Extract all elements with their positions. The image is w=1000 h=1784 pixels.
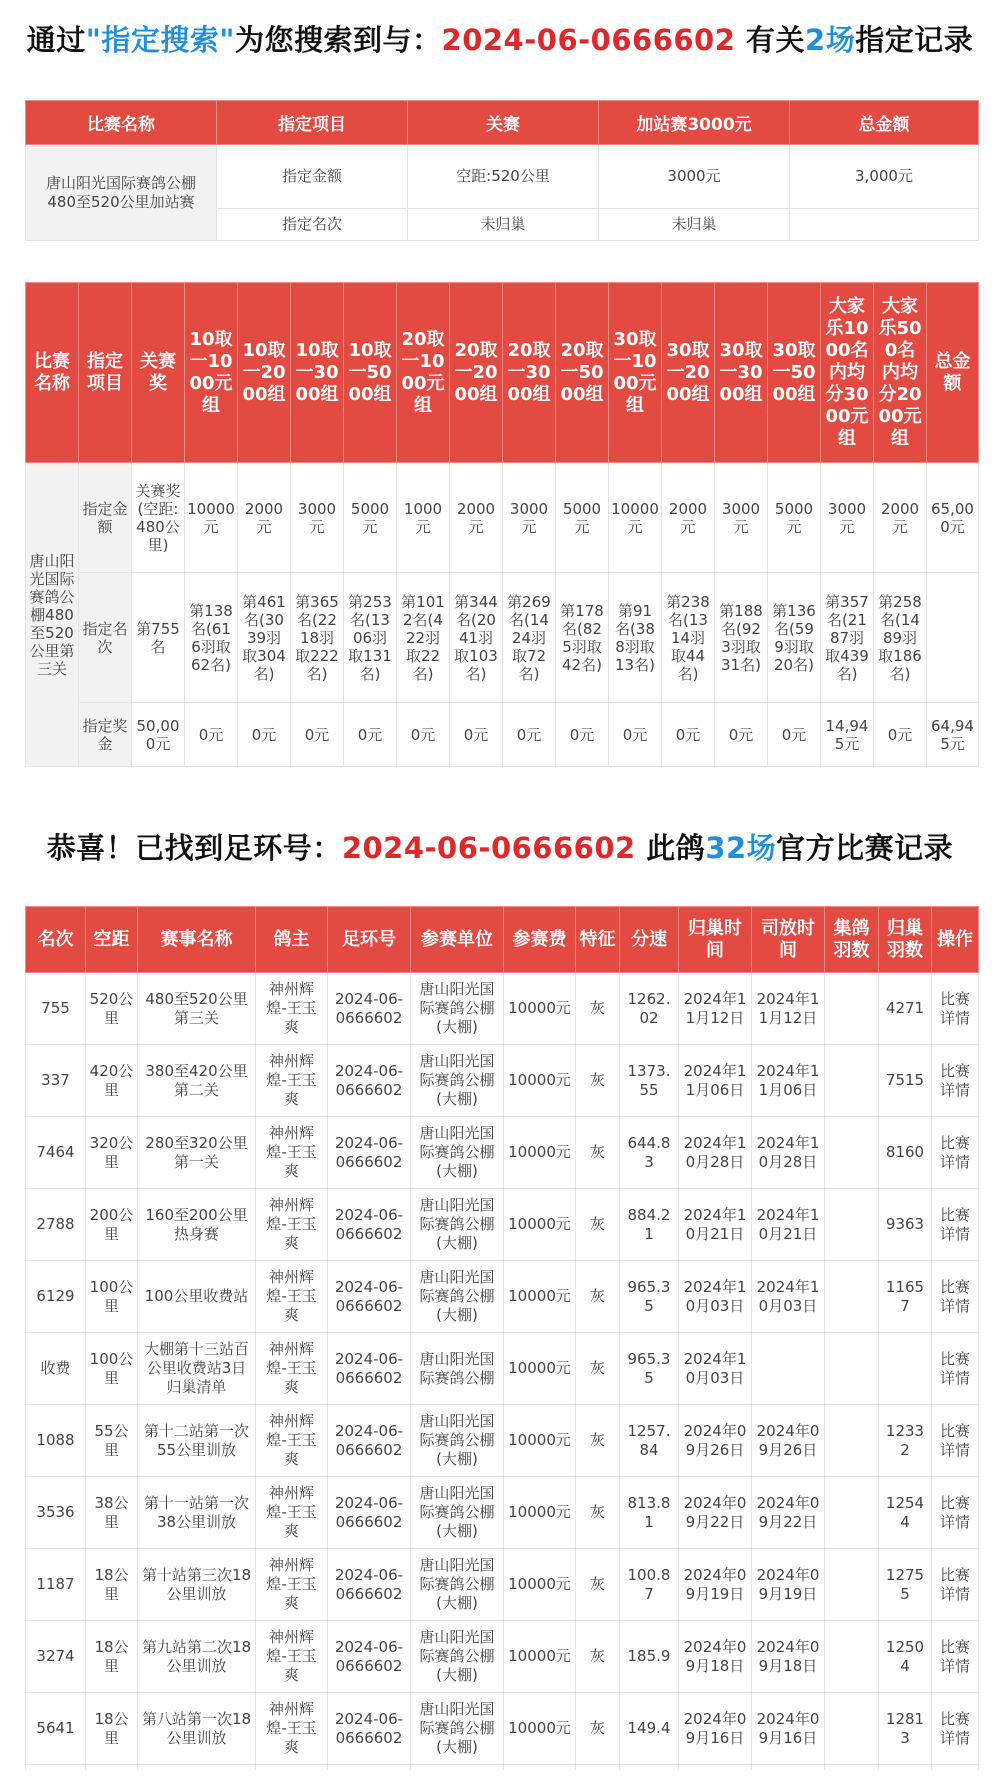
table-cell: 神州辉煌-王玉爽 [256, 1261, 328, 1333]
table-cell: 3274 [26, 1621, 86, 1693]
table-cell: 14,945元 [821, 703, 874, 767]
table-cell: 2788 [26, 1189, 86, 1261]
race-detail-link[interactable]: 比赛详情 [932, 973, 979, 1045]
table-cell [825, 1693, 879, 1765]
column-header: 名次 [26, 907, 86, 973]
table-cell: 2000元 [662, 463, 715, 573]
heading-ring-number: 2024-06-0666602 [341, 831, 636, 865]
race-detail-link[interactable]: 比赛详情 [932, 1333, 979, 1405]
race-name-cell: 唐山阳光国际赛鸽公棚480至520公里第三关 [26, 463, 79, 767]
table-cell: 755 [26, 973, 86, 1045]
table-cell: 关赛奖(空距:480公里) [132, 463, 185, 573]
column-header: 司放时间 [752, 907, 825, 973]
table-cell: 神州辉煌-王玉爽 [256, 1333, 328, 1405]
table-cell: 第755名 [132, 573, 185, 703]
table-cell: 9363 [879, 1189, 932, 1261]
heading-ring-number: 2024-06-0666602 [441, 23, 736, 57]
column-header: 30取一3000组 [715, 283, 768, 463]
table-cell: 10000元 [504, 1333, 576, 1405]
table-cell: 200公里 [86, 1189, 138, 1261]
table-cell: 0元 [238, 703, 291, 767]
table-cell: 6129 [26, 1261, 86, 1333]
column-header: 加站赛3000元 [599, 101, 790, 145]
table-cell: 未归巢 [408, 209, 599, 241]
table-cell [825, 1117, 879, 1189]
table-cell: 0元 [768, 703, 821, 767]
table-cell: 965.35 [620, 1261, 679, 1333]
table-cell: 灰 [576, 1405, 620, 1477]
column-header: 大家乐500名内均分2000元组 [874, 283, 927, 463]
table-cell: 2024年10月21日 [752, 1189, 825, 1261]
table-cell: 100.87 [620, 1549, 679, 1621]
table-cell: 2024-06-0666602 [328, 1693, 411, 1765]
table-cell: 灰 [576, 1621, 620, 1693]
table-cell: 160至200公里热身赛 [138, 1189, 256, 1261]
table-cell: 神州辉煌-王玉爽 [256, 1549, 328, 1621]
table-cell: 2000元 [450, 463, 503, 573]
table-cell [825, 1045, 879, 1117]
table-cell [752, 1333, 825, 1405]
table-row [26, 1621, 979, 1693]
table-cell: 第十站第三次18公里训放 [138, 1549, 256, 1621]
table-cell: 2024年09月16日 [752, 1693, 825, 1765]
column-header: 大家乐1000名内均分3000元组 [821, 283, 874, 463]
heading-mid: 此鸽 [635, 831, 706, 865]
table-cell: 2024年10月03日 [679, 1261, 752, 1333]
table-cell: 神州辉煌-王玉爽 [256, 1621, 328, 1693]
table-cell: 第十二站第一次55公里训放 [138, 1405, 256, 1477]
table-cell: 第461名(3039羽取304名) [238, 573, 291, 703]
table-cell: 38公里 [86, 1477, 138, 1549]
table-header-row [26, 101, 979, 145]
table-row [26, 1693, 979, 1765]
table-cell: 2024年11月06日 [679, 1045, 752, 1117]
table-cell: 10000元 [504, 1261, 576, 1333]
race-detail-link[interactable]: 比赛详情 [932, 1549, 979, 1621]
table-cell: 2024年10月21日 [679, 1189, 752, 1261]
table-cell: 0元 [556, 703, 609, 767]
table-cell: 12544 [879, 1477, 932, 1549]
table-cell: 第178名(825羽取42名) [556, 573, 609, 703]
table-cell: 3000元 [821, 463, 874, 573]
table-cell: 2024年09月18日 [679, 1621, 752, 1693]
heading-middle: 为您搜索到与： [235, 23, 442, 57]
table-cell: 12813 [879, 1693, 932, 1765]
table-row [26, 1261, 979, 1333]
table-cell: 3000元 [503, 463, 556, 573]
table-cell: 10000元 [504, 1189, 576, 1261]
table-cell: 2024年09月26日 [752, 1405, 825, 1477]
race-detail-link[interactable]: 比赛详情 [932, 1189, 979, 1261]
table-cell: 第十一站第一次38公里训放 [138, 1477, 256, 1549]
table-cell: 64,945元 [927, 703, 979, 767]
table-cell: 2024年10月03日 [752, 1261, 825, 1333]
table-cell: 2024年10月28日 [679, 1117, 752, 1189]
race-detail-link[interactable]: 比赛详情 [932, 1045, 979, 1117]
column-header: 参赛费 [504, 907, 576, 973]
table-cell: 7464 [26, 1117, 86, 1189]
table-cell: 第188名(923羽取31名) [715, 573, 768, 703]
table-cell: 18公里 [86, 1621, 138, 1693]
table-cell: 指定金额 [217, 145, 408, 209]
table-cell: 神州辉煌-王玉爽 [256, 1045, 328, 1117]
table-cell: 2024-06-0666602 [328, 1549, 411, 1621]
column-header: 30取一1000元组 [609, 283, 662, 463]
table-cell: 第253名(1306羽取131名) [344, 573, 397, 703]
table-cell: 第1012名(422羽取22名) [397, 573, 450, 703]
column-header: 20取一2000组 [450, 283, 503, 463]
table-cell: 10000元 [504, 1117, 576, 1189]
table-cell [825, 1621, 879, 1693]
race-record-table [25, 906, 979, 1784]
table-cell: 100公里 [86, 1333, 138, 1405]
race-detail-link[interactable]: 比赛详情 [932, 1261, 979, 1333]
table-cell: 10000元 [504, 1693, 576, 1765]
table-row [26, 1549, 979, 1621]
table-cell: 2024年09月18日 [752, 1621, 825, 1693]
table-cell: 唐山阳光国际赛鸽公棚(大棚) [411, 1693, 504, 1765]
race-detail-link[interactable]: 比赛详情 [932, 1477, 979, 1549]
table-cell: 第136名(599羽取20名) [768, 573, 821, 703]
column-header: 分速 [620, 907, 679, 973]
item-label-cell: 指定名次 [79, 573, 132, 703]
table-cell: 第365名(2218羽取222名) [291, 573, 344, 703]
table-cell: 10000元 [504, 1477, 576, 1549]
table-cell: 4271 [879, 973, 932, 1045]
item-label-cell: 指定金额 [79, 463, 132, 573]
table-cell: 10000元 [504, 973, 576, 1045]
heading-mid2: 有关 [735, 23, 806, 57]
table-header-row [26, 907, 979, 973]
table-cell: 11657 [879, 1261, 932, 1333]
column-header: 归巢羽数 [879, 907, 932, 973]
table-cell: 2024年11月12日 [679, 973, 752, 1045]
column-header: 指定项目 [217, 101, 408, 145]
table-row [26, 1117, 979, 1189]
table-cell: 65,000元 [927, 463, 979, 573]
table-cell [790, 209, 979, 241]
race-detail-link[interactable]: 比赛详情 [932, 1693, 979, 1765]
table-cell: 第九站第二次18公里训放 [138, 1621, 256, 1693]
table-cell: 神州辉煌-王玉爽 [256, 1477, 328, 1549]
column-header: 特征 [576, 907, 620, 973]
table-cell [825, 1189, 879, 1261]
table-cell: 2024年09月19日 [752, 1549, 825, 1621]
table-cell: 1088 [26, 1405, 86, 1477]
table-cell: 神州辉煌-王玉爽 [256, 1405, 328, 1477]
table-cell: 185.9 [620, 1621, 679, 1693]
column-header: 指定项目 [79, 283, 132, 463]
table-cell [825, 1405, 879, 1477]
table-cell: 唐山阳光国际赛鸽公棚(大棚) [411, 1189, 504, 1261]
table-cell [927, 573, 979, 703]
table-cell: 3000元 [715, 463, 768, 573]
table-cell [825, 1333, 879, 1405]
table-row [26, 1477, 979, 1549]
table-cell: 100公里收费站 [138, 1261, 256, 1333]
table-cell: 唐山阳光国际赛鸽公棚(大棚) [411, 1621, 504, 1693]
table-header-row [26, 283, 979, 463]
table-row [26, 463, 979, 573]
table-cell: 644.83 [620, 1117, 679, 1189]
column-header: 10取一1000元组 [185, 283, 238, 463]
table-row [26, 1405, 979, 1477]
table-cell: 唐山阳光国际赛鸽公棚 [411, 1333, 504, 1405]
table-cell: 320公里 [86, 1117, 138, 1189]
table-cell: 10000元 [504, 1549, 576, 1621]
designated-record-table-1 [25, 100, 979, 241]
table-cell: 12332 [879, 1405, 932, 1477]
table-cell: 380至420公里第二关 [138, 1045, 256, 1117]
table-cell: 第238名(1314羽取44名) [662, 573, 715, 703]
table-cell: 18公里 [86, 1693, 138, 1765]
table-row [26, 973, 979, 1045]
table-cell [825, 1549, 879, 1621]
table-cell: 0元 [344, 703, 397, 767]
heading-suffix: 官方比赛记录 [776, 831, 954, 865]
race-detail-link[interactable]: 比赛详情 [932, 1405, 979, 1477]
table-cell: 灰 [576, 1045, 620, 1117]
table-cell: 5641 [26, 1693, 86, 1765]
table-cell: 2024-06-0666602 [328, 1621, 411, 1693]
table-cell: 唐山阳光国际赛鸽公棚(大棚) [411, 973, 504, 1045]
race-detail-link[interactable]: 比赛详情 [932, 1117, 979, 1189]
column-header: 足环号 [328, 907, 411, 973]
table-cell: 第357名(2187羽取439名) [821, 573, 874, 703]
table-cell: 8160 [879, 1117, 932, 1189]
table-cell: 唐山阳光国际赛鸽公棚(大棚) [411, 1477, 504, 1549]
table-cell [825, 1477, 879, 1549]
table-cell: 灰 [576, 1477, 620, 1549]
column-header: 10取一3000组 [291, 283, 344, 463]
table-cell: 2024-06-0666602 [328, 1117, 411, 1189]
table-cell: 第269名(1424羽取72名) [503, 573, 556, 703]
column-header: 参赛单位 [411, 907, 504, 973]
column-header: 20取一1000元组 [397, 283, 450, 463]
table-cell: 0元 [450, 703, 503, 767]
table-cell: 2024年11月12日 [752, 973, 825, 1045]
table-cell: 神州辉煌-王玉爽 [256, 1693, 328, 1765]
table-cell: 50,000元 [132, 703, 185, 767]
table-cell: 0元 [609, 703, 662, 767]
table-cell: 指定名次 [217, 209, 408, 241]
table-cell: 2024年10月03日 [679, 1333, 752, 1405]
heading-count: 32场 [705, 831, 777, 865]
table-cell: 12755 [879, 1549, 932, 1621]
table-cell: 0元 [185, 703, 238, 767]
search-result-heading [0, 18, 1000, 59]
table-cell: 2024年09月16日 [679, 1693, 752, 1765]
table-row [26, 145, 979, 209]
column-header: 20取一3000组 [503, 283, 556, 463]
table-cell: 唐山阳光国际赛鸽公棚(大棚) [411, 1117, 504, 1189]
found-record-heading [0, 826, 1000, 867]
table-cell: 唐山阳光国际赛鸽公棚(大棚) [411, 1405, 504, 1477]
table-cell: 420公里 [86, 1045, 138, 1117]
table-cell: 灰 [576, 1333, 620, 1405]
column-header: 30取一5000组 [768, 283, 821, 463]
column-header: 鸽主 [256, 907, 328, 973]
column-header: 10取一5000组 [344, 283, 397, 463]
race-name-cell: 唐山阳光国际赛鸽公棚480至520公里加站赛 [26, 145, 217, 241]
table-cell: 第344名(2041羽取103名) [450, 573, 503, 703]
race-detail-link[interactable]: 比赛详情 [932, 1621, 979, 1693]
heading-keyword: "指定搜索" [85, 23, 235, 57]
column-header: 比赛名称 [26, 101, 217, 145]
column-header: 关赛奖 [132, 283, 185, 463]
table-cell: 1262.02 [620, 973, 679, 1045]
table-cell: 3,000元 [790, 145, 979, 209]
table-cell: 神州辉煌-王玉爽 [256, 1189, 328, 1261]
column-header: 归巢时间 [679, 907, 752, 973]
table-cell: 100公里 [86, 1261, 138, 1333]
table-cell: 唐山阳光国际赛鸽公棚(大棚) [411, 1045, 504, 1117]
table-cell [825, 973, 879, 1045]
table-cell: 唐山阳光国际赛鸽公棚(大棚) [411, 1549, 504, 1621]
table-cell: 2024-06-0666602 [328, 1405, 411, 1477]
table-cell: 灰 [576, 1261, 620, 1333]
table-cell: 唐山阳光国际赛鸽公棚(大棚) [411, 1261, 504, 1333]
column-header: 总金额 [790, 101, 979, 145]
table-cell: 480至520公里第三关 [138, 973, 256, 1045]
table-cell: 5000元 [556, 463, 609, 573]
table-row [26, 573, 979, 703]
table-cell: 55公里 [86, 1405, 138, 1477]
table-cell: 10000元 [185, 463, 238, 573]
table-cell: 0元 [662, 703, 715, 767]
table-cell: 灰 [576, 1549, 620, 1621]
column-header: 20取一5000组 [556, 283, 609, 463]
table-row [26, 1045, 979, 1117]
table-row [26, 1333, 979, 1405]
column-header: 操作 [932, 907, 979, 973]
table-cell: 1257.84 [620, 1405, 679, 1477]
table-cell: 5000元 [344, 463, 397, 573]
table-cell: 未归巢 [599, 209, 790, 241]
table-cell: 0元 [397, 703, 450, 767]
table-cell: 3000元 [599, 145, 790, 209]
table-cell: 2024-06-0666602 [328, 1045, 411, 1117]
table-cell: 520公里 [86, 973, 138, 1045]
item-label-cell: 指定奖金 [79, 703, 132, 767]
column-header: 赛事名称 [138, 907, 256, 973]
column-header: 10取一2000组 [238, 283, 291, 463]
table-cell: 收费 [26, 1333, 86, 1405]
column-header: 关赛 [408, 101, 599, 145]
table-cell: 第八站第一次18公里训放 [138, 1693, 256, 1765]
table-cell: 空距:520公里 [408, 145, 599, 209]
table-cell: 5000元 [768, 463, 821, 573]
table-cell: 2024年11月06日 [752, 1045, 825, 1117]
table-cell: 884.21 [620, 1189, 679, 1261]
table-cell: 2024-06-0666602 [328, 1189, 411, 1261]
table-cell: 第91名(388羽取13名) [609, 573, 662, 703]
table-cell: 18公里 [86, 1549, 138, 1621]
designated-record-table-2 [25, 282, 979, 767]
table-row [26, 1189, 979, 1261]
table-cell: 灰 [576, 1189, 620, 1261]
table-cell: 337 [26, 1045, 86, 1117]
table-cell: 2024年09月22日 [752, 1477, 825, 1549]
table-cell: 灰 [576, 973, 620, 1045]
table-cell [825, 1261, 879, 1333]
table-cell: 2024-06-0666602 [328, 973, 411, 1045]
table-cell: 0元 [291, 703, 344, 767]
table-cell: 第258名(1489羽取186名) [874, 573, 927, 703]
column-header: 30取一2000组 [662, 283, 715, 463]
table-cell: 2000元 [874, 463, 927, 573]
table-cell: 0元 [503, 703, 556, 767]
table-cell [879, 1333, 932, 1405]
table-cell: 12504 [879, 1621, 932, 1693]
table-cell: 2024年10月28日 [752, 1117, 825, 1189]
table-cell: 813.81 [620, 1477, 679, 1549]
column-header: 集鸽羽数 [825, 907, 879, 973]
table-cell: 2000元 [238, 463, 291, 573]
table-cell: 2024-06-0666602 [328, 1261, 411, 1333]
column-header: 比赛名称 [26, 283, 79, 463]
table-cell: 149.4 [620, 1693, 679, 1765]
table-cell: 7515 [879, 1045, 932, 1117]
column-header: 总金额 [927, 283, 979, 463]
table-cell: 10000元 [609, 463, 662, 573]
table-cell: 2024年09月22日 [679, 1477, 752, 1549]
heading-prefix: 恭喜！已找到足环号： [46, 831, 342, 865]
table-cell: 0元 [715, 703, 768, 767]
table-cell: 大棚第十三站百公里收费站3日归巢清单 [138, 1333, 256, 1405]
table-cell: 2024-06-0666602 [328, 1333, 411, 1405]
table-cell: 10000元 [504, 1045, 576, 1117]
table-cell: 灰 [576, 1117, 620, 1189]
table-cell: 965.35 [620, 1333, 679, 1405]
heading-prefix: 通过 [26, 23, 86, 57]
table-cell: 10000元 [504, 1621, 576, 1693]
table-cell: 灰 [576, 1693, 620, 1765]
table-cell: 2024年09月26日 [679, 1405, 752, 1477]
page-bottom-edge [0, 1770, 1000, 1784]
table-cell: 1187 [26, 1549, 86, 1621]
table-row [26, 703, 979, 767]
table-cell: 2024年09月19日 [679, 1549, 752, 1621]
table-cell: 第138名(616羽取62名) [185, 573, 238, 703]
table-cell: 280至320公里第一关 [138, 1117, 256, 1189]
table-cell: 1373.55 [620, 1045, 679, 1117]
table-cell: 0元 [874, 703, 927, 767]
table-cell: 神州辉煌-王玉爽 [256, 1117, 328, 1189]
table-cell: 3536 [26, 1477, 86, 1549]
table-cell: 神州辉煌-王玉爽 [256, 973, 328, 1045]
heading-suffix: 指定记录 [855, 23, 974, 57]
heading-count: 2场 [805, 23, 856, 57]
table-cell: 1000元 [397, 463, 450, 573]
table-cell: 2024-06-0666602 [328, 1477, 411, 1549]
column-header: 空距 [86, 907, 138, 973]
table-cell: 3000元 [291, 463, 344, 573]
table-cell: 10000元 [504, 1405, 576, 1477]
